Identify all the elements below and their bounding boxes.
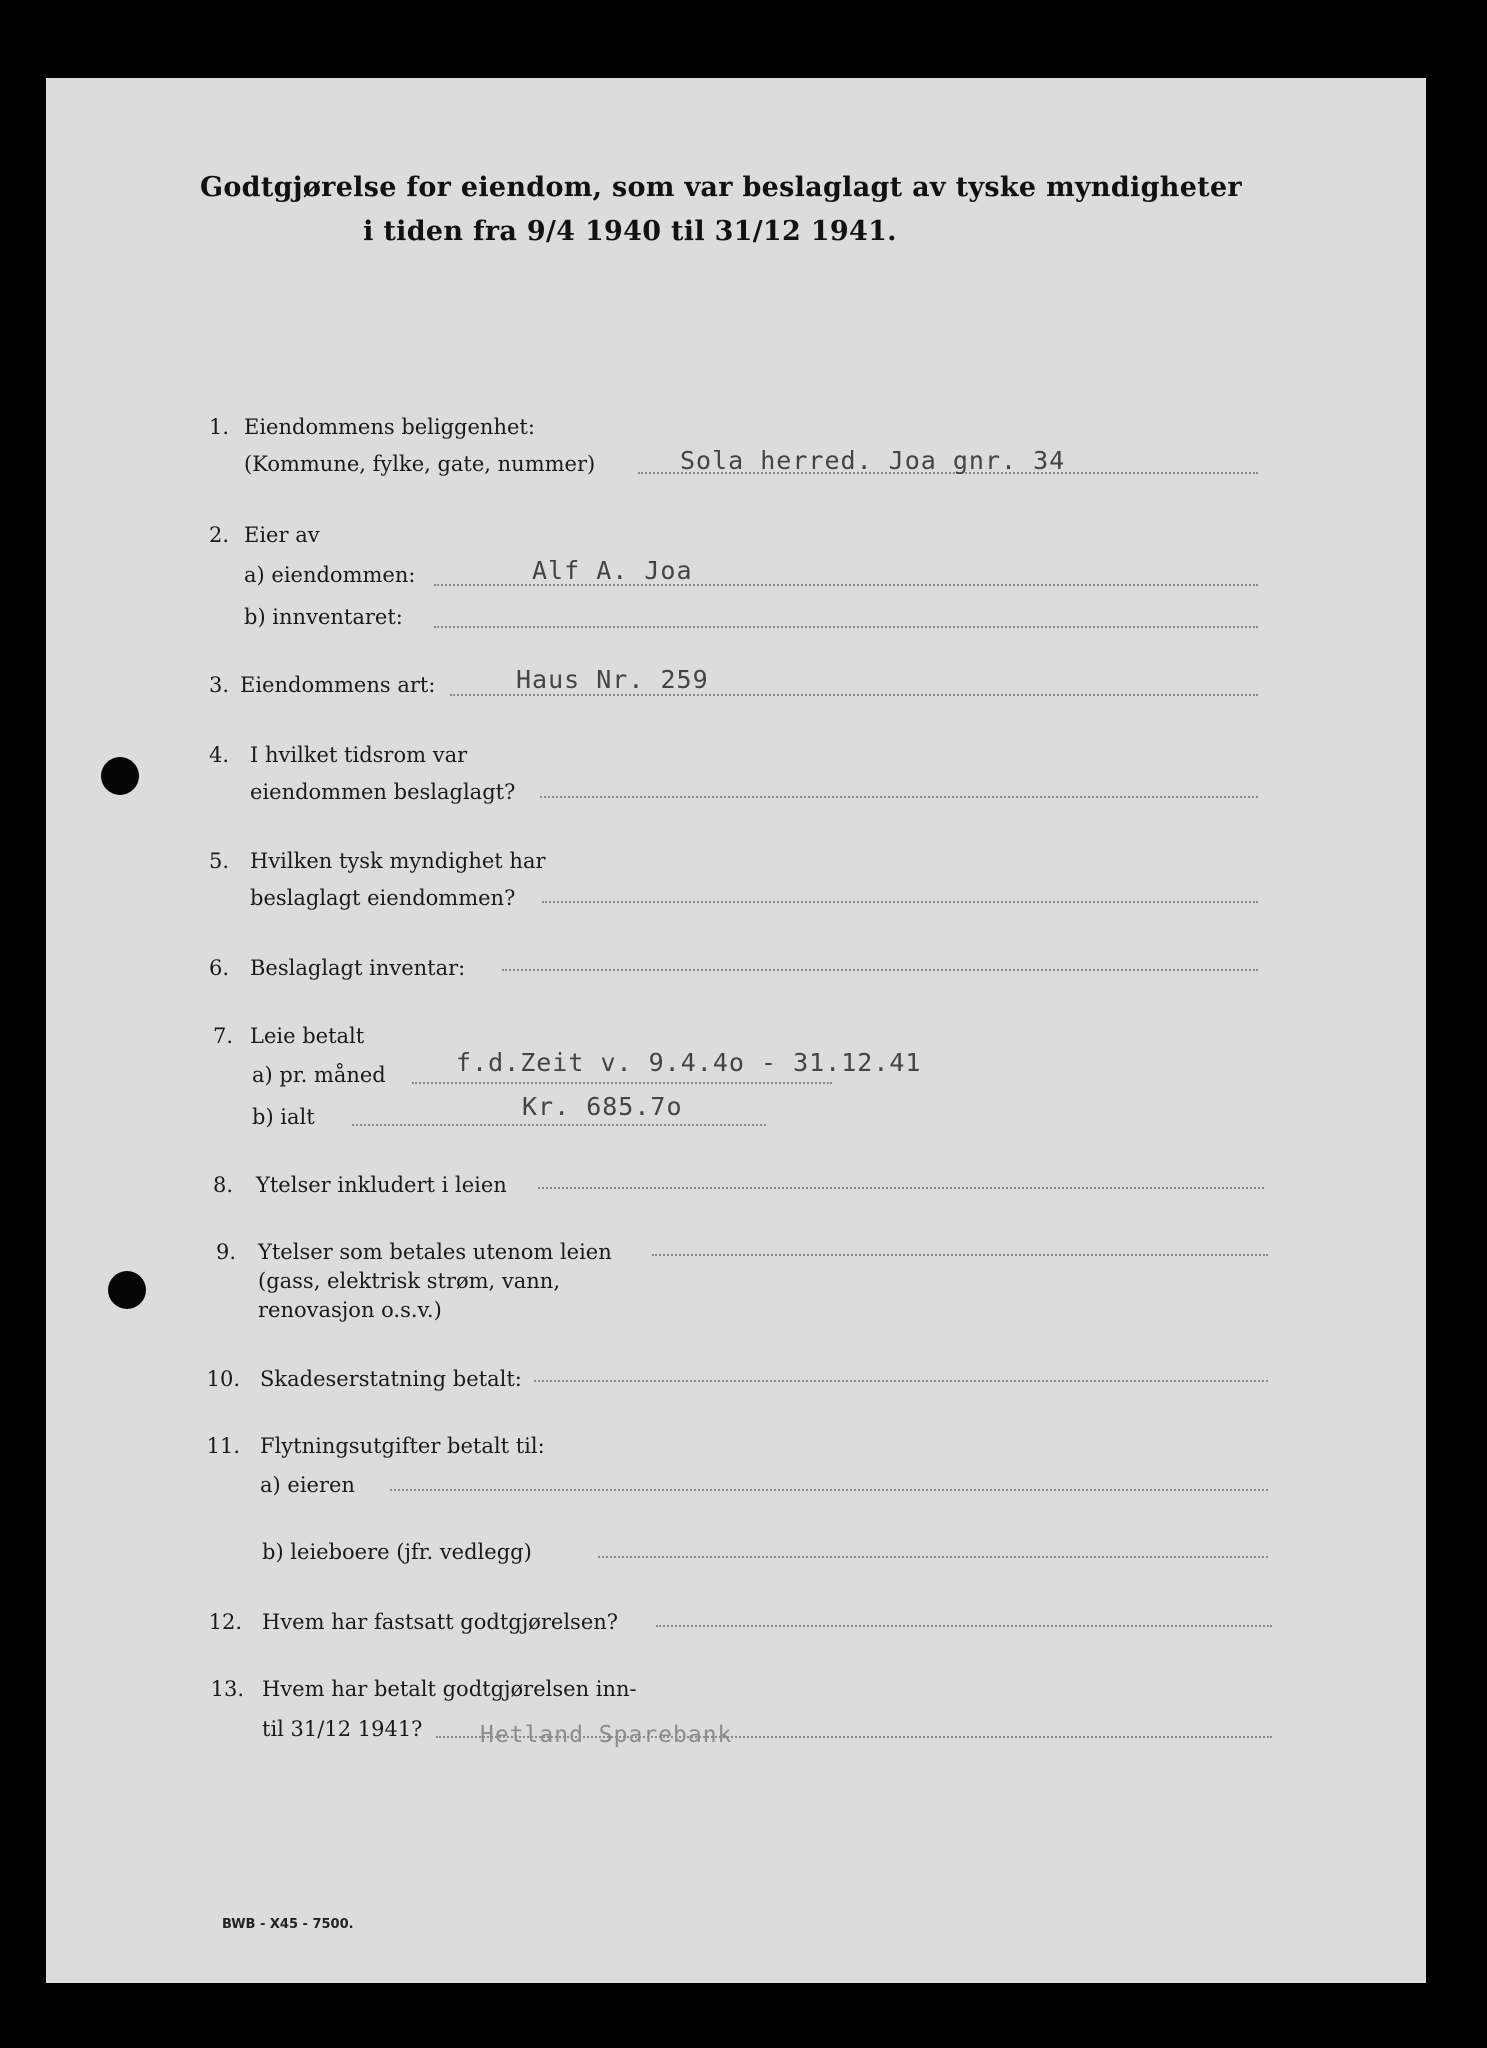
item-11b-answer-line (598, 1556, 1268, 1558)
item-12-number: 12. (208, 1610, 242, 1634)
item-7a-label: a) pr. måned (252, 1063, 386, 1087)
item-8-label: Ytelser inkludert i leien (256, 1173, 507, 1197)
item-5-answer-line (542, 901, 1258, 903)
item-11-label: Flytningsutgifter betalt til: (260, 1434, 545, 1458)
item-1-sublabel: (Kommune, fylke, gate, nummer) (244, 452, 596, 476)
item-9-label: Ytelser som betales utenom leien (258, 1240, 612, 1264)
item-10-number: 10. (206, 1367, 240, 1391)
punch-hole-icon (108, 1271, 146, 1309)
form-title (200, 166, 1242, 254)
item-9-sublabel-2: renovasjon o.s.v.) (258, 1298, 442, 1322)
form-title-line-2: i tiden fra 9/4 1940 til 31/12 1941. (363, 216, 897, 247)
item-11a-label: a) eieren (260, 1473, 355, 1497)
item-10-answer-line (534, 1380, 1268, 1382)
item-9-number: 9. (215, 1240, 236, 1264)
item-13-number: 13. (210, 1677, 244, 1701)
item-2a-answer: Alf A. Joa (532, 556, 693, 585)
item-2-number: 2. (208, 523, 229, 547)
item-6-label: Beslaglagt inventar: (250, 956, 466, 980)
item-7a-answer: f.d.Zeit v. 9.4.4o - 31.12.41 (456, 1048, 922, 1077)
item-10-label: Skadeserstatning betalt: (260, 1367, 522, 1391)
item-13-sublabel: til 31/12 1941? (262, 1717, 423, 1741)
item-7a-answer-line (412, 1082, 832, 1084)
item-2a-label: a) eiendommen: (244, 563, 416, 587)
item-6-number: 6. (208, 956, 229, 980)
item-1-number: 1. (208, 415, 229, 439)
item-3-label: Eiendommens art: (240, 673, 436, 697)
form-title-line-1: Godtgjørelse for eiendom, som var beslaglagt av tyske myndigheter (200, 172, 1242, 203)
item-11a-answer-line (390, 1489, 1268, 1491)
item-4-number: 4. (208, 743, 229, 767)
item-11b-label: b) leieboere (jfr. vedlegg) (262, 1540, 532, 1564)
print-code: BWB - X45 - 7500. (222, 1917, 354, 1932)
item-3-answer: Haus Nr. 259 (516, 665, 709, 694)
item-8-answer-line (538, 1187, 1264, 1189)
item-2b-label: b) innventaret: (244, 605, 403, 629)
item-4-sublabel: eiendommen beslaglagt? (250, 780, 516, 804)
item-6-answer-line (502, 969, 1258, 971)
item-2-label: Eier av (244, 523, 320, 547)
item-3-number: 3. (208, 673, 229, 697)
item-1-label: Eiendommens beliggenhet: (244, 415, 535, 439)
punch-hole-icon (101, 757, 139, 795)
item-1-answer: Sola herred. Joa gnr. 34 (680, 446, 1066, 475)
item-5-sublabel: beslaglagt eiendommen? (250, 886, 516, 910)
item-13-label: Hvem har betalt godtgjørelsen inn- (262, 1677, 637, 1701)
item-7b-answer-line (352, 1124, 766, 1126)
item-4-answer-line (540, 796, 1258, 798)
item-7-number: 7. (212, 1024, 233, 1048)
item-9-sublabel-1: (gass, elektrisk strøm, vann, (258, 1269, 560, 1293)
item-2b-answer-line (434, 626, 1258, 628)
item-7-label: Leie betalt (250, 1024, 365, 1048)
item-11-number: 11. (206, 1434, 240, 1458)
item-12-answer-line (656, 1625, 1272, 1627)
item-9-answer-line (652, 1254, 1268, 1256)
item-5-number: 5. (208, 849, 229, 873)
item-7b-answer: Kr. 685.7o (522, 1092, 683, 1121)
item-7b-label: b) ialt (252, 1105, 315, 1129)
item-13-answer: Hetland Sparebank (480, 1722, 733, 1748)
item-12-label: Hvem har fastsatt godtgjørelsen? (262, 1610, 619, 1634)
item-8-number: 8. (212, 1173, 233, 1197)
item-4-label: I hvilket tidsrom var (250, 743, 468, 767)
item-5-label: Hvilken tysk myndighet har (250, 849, 546, 873)
